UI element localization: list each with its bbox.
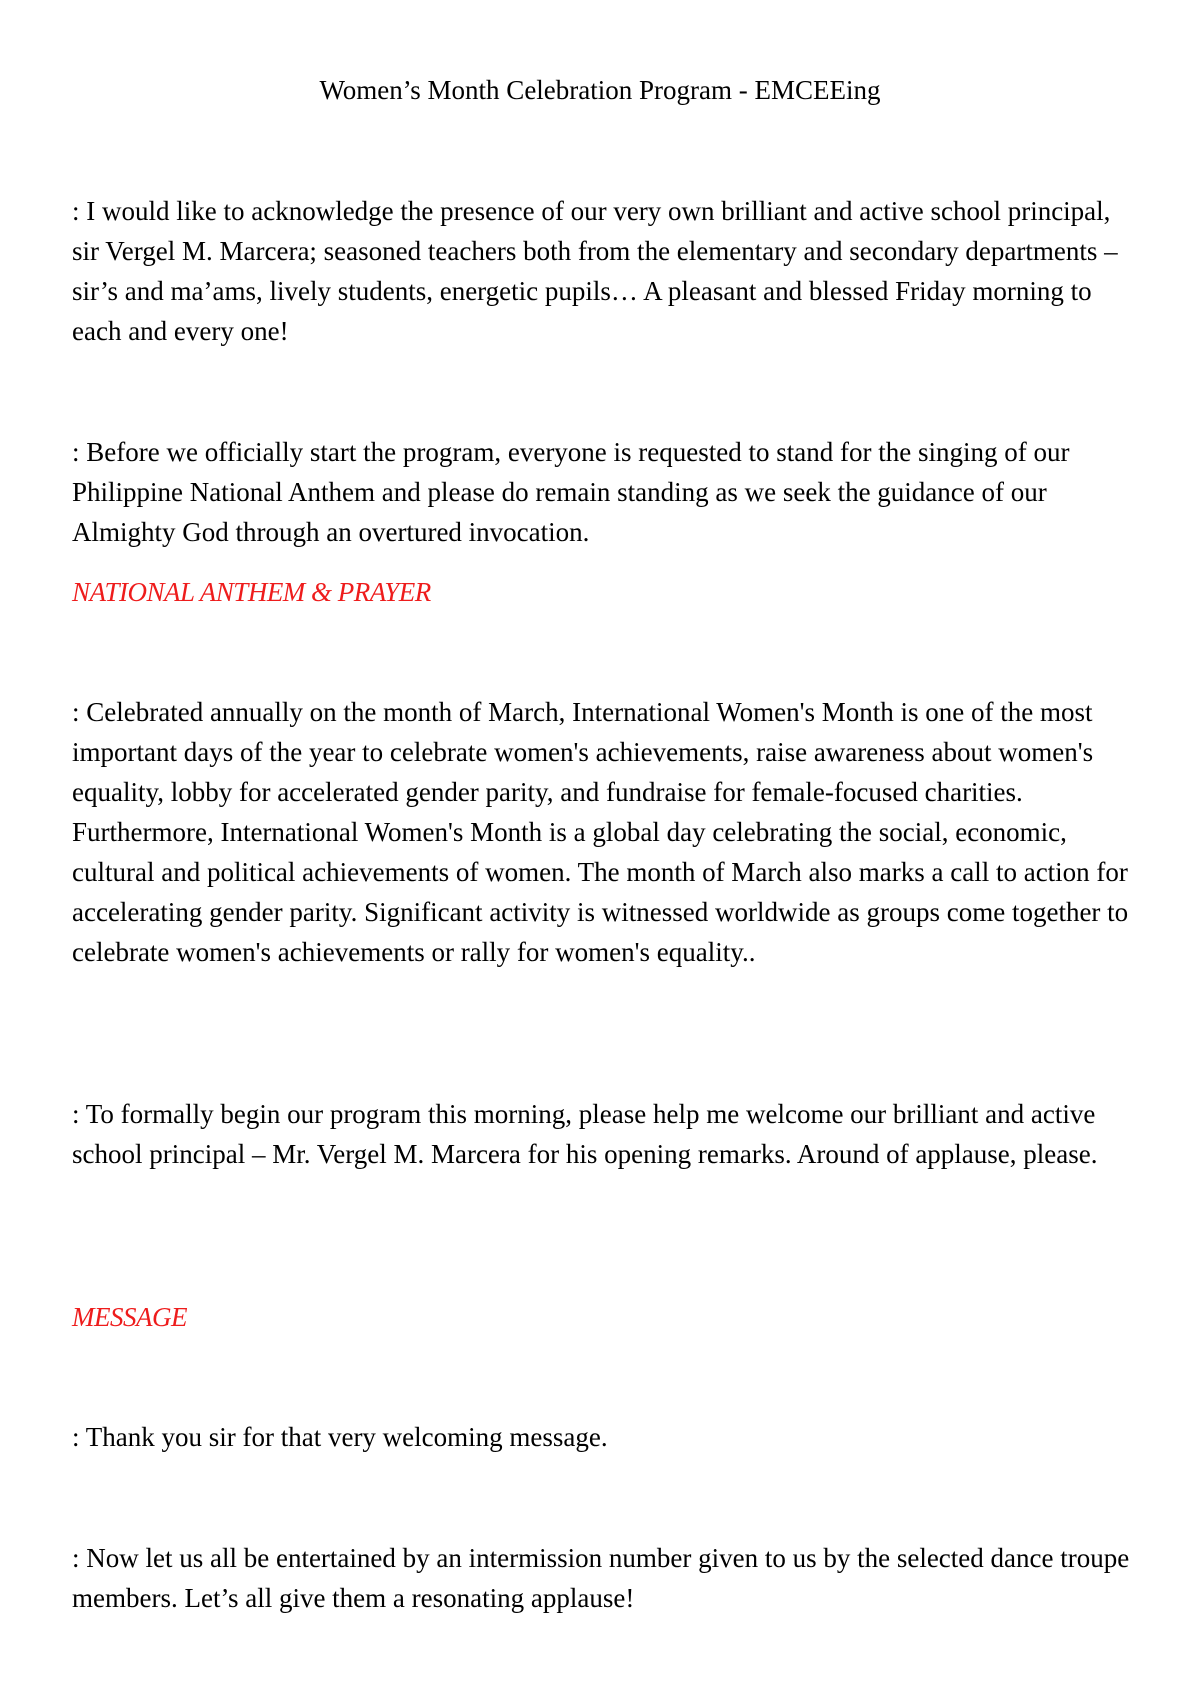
message-cue: MESSAGE (72, 1302, 187, 1332)
intermission-paragraph: : Now let us all be entertained by an intermission number given to us by the selected dance troupe members. Let’s all give them a resonating applause! (72, 1543, 1130, 1613)
opening-remarks-paragraph: : To formally begin our program this morning, please help me welcome our brilliant and active school principal – Mr. Vergel M. Marcera for his opening remarks. Around of applause, please. (72, 1099, 1098, 1169)
acknowledgement-paragraph: : I would like to acknowledge the presence of our very own brilliant and active school principal, sir Vergel M. Marcera; seasoned teachers both from the elementary and secondary departments – sir’s and ma’ams, lively students, energetic pupils… A pleasant and blessed Friday morning to each and every one! (72, 196, 1118, 346)
anthem-prayer-cue: NATIONAL ANTHEM & PRAYER (72, 577, 431, 607)
thanks-paragraph: : Thank you sir for that very welcoming message. (72, 1422, 608, 1452)
anthem-intro-paragraph: : Before we officially start the program, everyone is requested to stand for the singing of our Philippine National Anthem and please do remain standing as we seek the guidance of our Almighty God through an overtured invocation. (72, 437, 1070, 547)
document-title: Women’s Month Celebration Program - EMCEEing (319, 75, 881, 105)
womens-month-paragraph: : Celebrated annually on the month of March, International Women's Month is one of the most important days of the year to celebrate women's achievements, raise awareness about women's equality, lobby for accelerated gender parity, and fundraise for female-focused charities. Furthermore, International Women's Month is a global day celebrating the social, economic, cultural and political achievements of women. The month of March also marks a call to action for accelerating gender parity. Significant activity is witnessed worldwide as groups come together to celebrate women's achievements or rally for women's equality.. (72, 697, 1129, 967)
